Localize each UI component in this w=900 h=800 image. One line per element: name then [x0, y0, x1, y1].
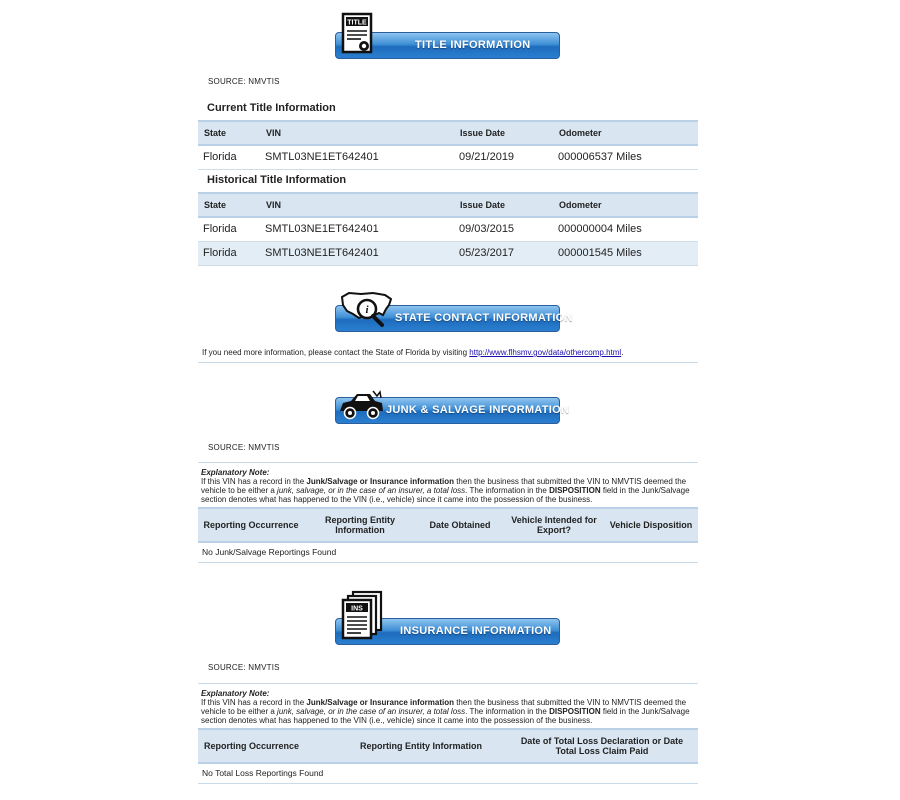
banner-label: INSURANCE INFORMATION [400, 625, 552, 637]
insurance-information-banner [335, 605, 560, 645]
insurance-explanatory-note [201, 689, 696, 725]
junk-empty-message: No Junk/Salvage Reportings Found [202, 547, 337, 557]
svg-text:i: i [365, 304, 369, 316]
divider [198, 362, 698, 363]
cell-vin: SMTL03NE1ET642401 [260, 217, 454, 241]
cell-odometer: 000000004 Miles [553, 217, 698, 241]
divider [198, 783, 698, 784]
column-header-reporting-entity: Reporting Entity Information [304, 508, 416, 542]
column-header-date-obtained: Date Obtained [416, 508, 504, 542]
divider [198, 462, 698, 463]
junk-salvage-table [198, 507, 698, 543]
cell-issue-date: 05/23/2017 [454, 241, 553, 265]
state-contact-text-end: . [621, 348, 624, 357]
column-header-total-loss-date: Date of Total Loss Declaration or Date Total Loss Claim Paid [506, 729, 698, 763]
current-title-heading: Current Title Information [207, 102, 336, 114]
title-information-banner [335, 19, 560, 59]
table-header-row [198, 121, 698, 145]
table-header-row [198, 729, 698, 763]
cell-vin: SMTL03NE1ET642401 [260, 145, 454, 169]
column-header-reporting-occurrence: Reporting Occurrence [198, 729, 336, 763]
title-source: SOURCE: NMVTIS [208, 77, 280, 86]
insurance-source: SOURCE: NMVTIS [208, 663, 280, 672]
note-italic-text: junk, salvage, or in the case of an insurer, a total loss [277, 486, 466, 495]
note-text: then the business that submitted the VIN to NMVTIS deemed the vehicle to be either a [201, 477, 687, 495]
current-title-table [198, 120, 698, 170]
note-title: Explanatory Note: [201, 468, 270, 477]
column-header-issue-date: Issue Date [454, 193, 553, 217]
insurance-table [198, 728, 698, 764]
column-header-vehicle-disposition: Vehicle Disposition [604, 508, 698, 542]
column-header-odometer: Odometer [553, 193, 698, 217]
banner-label: JUNK & SALVAGE INFORMATION [386, 404, 570, 416]
historical-title-table [198, 192, 698, 266]
note-text: . The information in the [465, 486, 550, 495]
junk-salvage-banner [335, 397, 570, 424]
table-row [198, 145, 698, 169]
column-header-state: State [198, 121, 260, 145]
state-contact-message [202, 348, 623, 357]
cell-state: Florida [198, 217, 260, 241]
title-document-icon [341, 12, 375, 61]
divider [198, 562, 698, 563]
column-header-odometer: Odometer [553, 121, 698, 145]
note-text: field in the Junk/Salvage section denotes what has happened to the VIN (i.e., vehicle) since it came into the possession of the business. [201, 486, 690, 504]
note-title: Explanatory Note: [201, 689, 270, 698]
junk-source: SOURCE: NMVTIS [208, 443, 280, 452]
note-italic-text: junk, salvage, or in the case of an insurer, a total loss [277, 707, 466, 716]
note-bold-text: DISPOSITION [549, 486, 601, 495]
us-map-magnifier-icon [339, 289, 395, 336]
historical-title-heading: Historical Title Information [207, 174, 347, 186]
table-row [198, 241, 698, 265]
cell-state: Florida [198, 145, 260, 169]
state-contact-link[interactable]: http://www.flhsmv.gov/data/othercomp.html [469, 348, 622, 357]
junk-explanatory-note [201, 468, 696, 504]
state-contact-text: If you need more information, please contact the State of Florida by visiting [202, 348, 470, 357]
damaged-car-icon [337, 389, 385, 428]
title-icon-text: TITLE [347, 19, 367, 27]
table-row [198, 217, 698, 241]
note-text: If this VIN has a record in the [201, 698, 307, 707]
divider [198, 683, 698, 684]
cell-odometer: 000001545 Miles [553, 241, 698, 265]
cell-issue-date: 09/03/2015 [454, 217, 553, 241]
note-text: field in the Junk/Salvage section denotes what has happened to the VIN (i.e., vehicle) since it came into the possession of the business. [201, 707, 690, 725]
column-header-reporting-occurrence: Reporting Occurrence [198, 508, 304, 542]
cell-state: Florida [198, 241, 260, 265]
cell-vin: SMTL03NE1ET642401 [260, 241, 454, 265]
note-text: . The information in the [465, 707, 550, 716]
banner-label: TITLE INFORMATION [415, 39, 531, 51]
cell-odometer: 000006537 Miles [553, 145, 698, 169]
column-header-vin: VIN [260, 193, 454, 217]
note-text: If this VIN has a record in the [201, 477, 307, 486]
column-header-reporting-entity: Reporting Entity Information [336, 729, 506, 763]
note-bold-text: Junk/Salvage or Insurance information [306, 698, 454, 707]
cell-issue-date: 09/21/2019 [454, 145, 553, 169]
note-bold-text: DISPOSITION [549, 707, 601, 716]
column-header-intended-export: Vehicle Intended for Export? [504, 508, 604, 542]
column-header-state: State [198, 193, 260, 217]
state-contact-banner [335, 304, 573, 332]
ins-icon-text: INS [351, 605, 363, 613]
column-header-vin: VIN [260, 121, 454, 145]
table-header-row [198, 193, 698, 217]
banner-label: STATE CONTACT INFORMATION [395, 312, 573, 324]
insurance-documents-icon [341, 590, 385, 649]
column-header-issue-date: Issue Date [454, 121, 553, 145]
table-header-row [198, 508, 698, 542]
insurance-empty-message: No Total Loss Reportings Found [202, 768, 324, 778]
note-text: then the business that submitted the VIN to NMVTIS deemed the vehicle to be either a [201, 698, 687, 716]
note-bold-text: Junk/Salvage or Insurance information [306, 477, 454, 486]
